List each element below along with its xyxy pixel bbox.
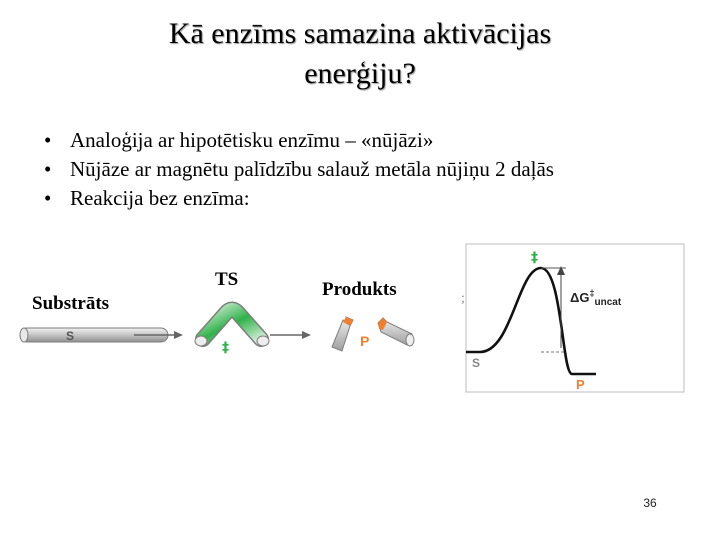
end-p-label: P (576, 377, 585, 392)
ts-label: TS (215, 269, 239, 290)
energy-diagram-edge-mark: ; (461, 291, 465, 306)
start-s-label: S (472, 356, 481, 370)
substrate-s-label: S (66, 329, 75, 343)
reaction-arrow (270, 331, 311, 339)
title-line-1: Kā enzīms samazina aktivācijas (168, 17, 552, 50)
bullet-item: • Reakcija bez enzīma: (44, 184, 554, 213)
energy-diagram (461, 244, 684, 392)
product-piece-right (378, 318, 414, 346)
bullet-item: • Nūjāze ar magnētu palīdzību salauž metāla nūjiņu 2 daļās (44, 155, 554, 184)
ts-double-dagger: ‡ (222, 340, 229, 356)
product-label: Produkts (322, 279, 397, 300)
bullet-item: • Analoģija ar hipotētisku enzīmu – «nūjāzi» (44, 126, 554, 155)
peak-double-dagger: ‡ (531, 250, 538, 266)
product-p-label: P (360, 333, 370, 349)
delta-g-symbol: ΔG (570, 290, 590, 305)
title-line-2: enerģiju? (304, 57, 416, 90)
substrate-label: Substrāts (32, 293, 110, 314)
delta-g-superscript: ‡ (589, 288, 595, 298)
page-number: 36 (643, 496, 657, 510)
transition-state-rod (195, 310, 269, 347)
product-piece-left (332, 317, 353, 351)
delta-g-subscript: uncat (594, 297, 622, 308)
